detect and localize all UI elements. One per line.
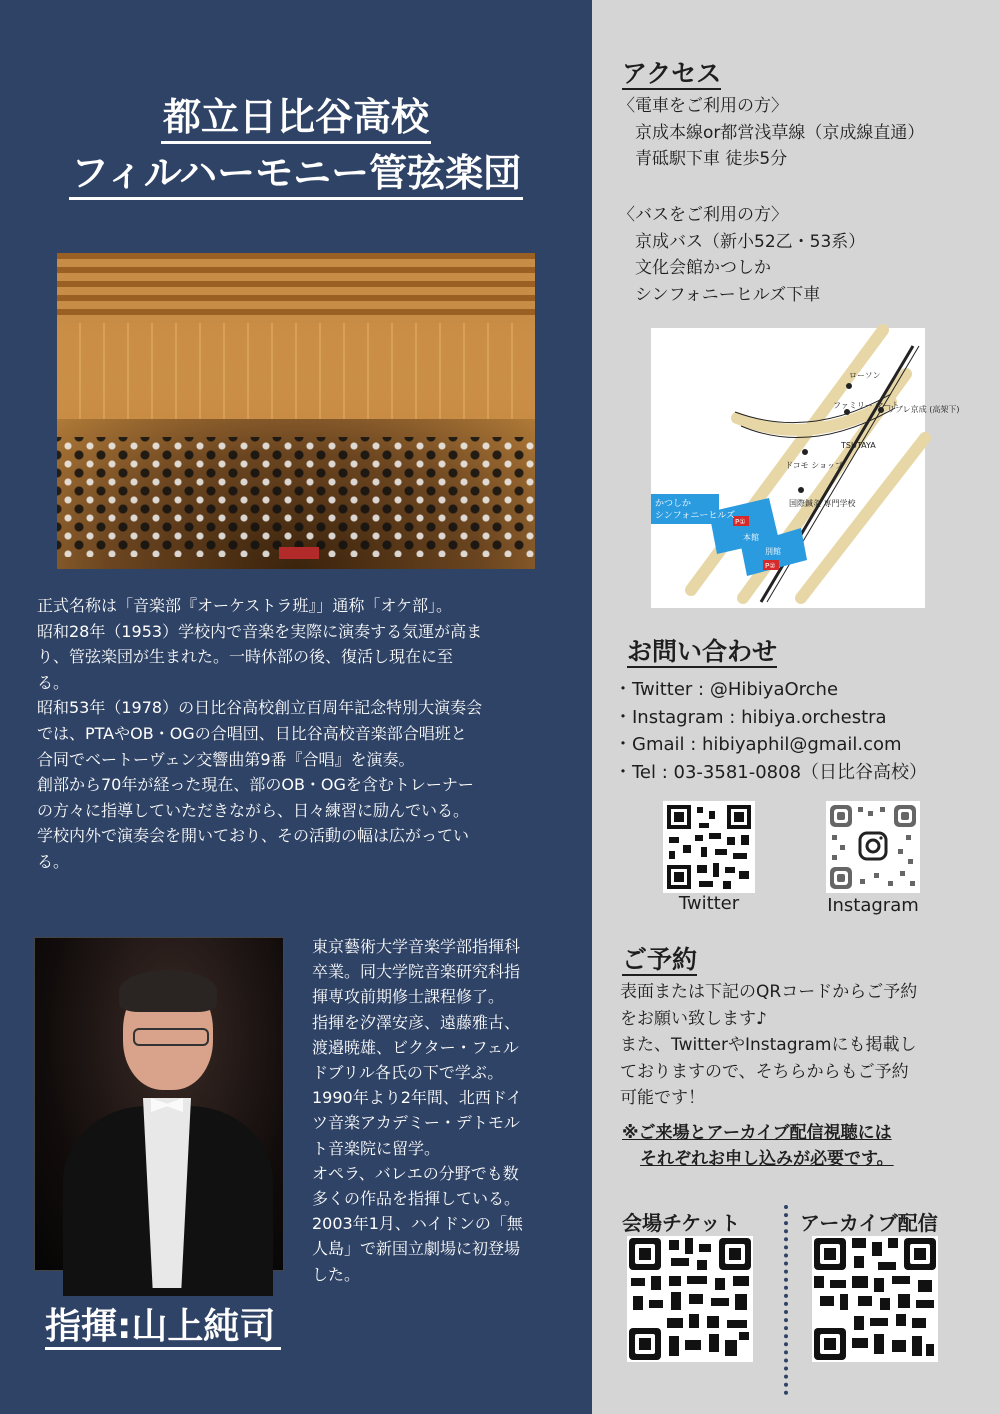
ticket-label: 会場チケット bbox=[622, 1211, 741, 1235]
bus-directions: 〈バスをご利用の方〉 京成バス（新小52乙・53系） 文化会館かつしか シンフォニーヒルズ下車 bbox=[618, 205, 866, 305]
map-label-familymart: ファミリー マート bbox=[833, 401, 900, 410]
reservation-text: 表面または下記のQRコードからご予約 をお願い致します♪ また、TwitterやInstagramにも掲載し ておりますので、そちらからもご予約 可能です！ bbox=[620, 982, 918, 1108]
contact-gmail[interactable]: ・ Gmail : hibiyaphil@gmail.com bbox=[614, 731, 927, 759]
contact-twitter[interactable]: ・ Twitter : @HibiyaOrche bbox=[614, 676, 927, 704]
twitter-qr-label: Twitter bbox=[678, 893, 740, 914]
conductor-name: 指揮:山上純司 bbox=[45, 1298, 281, 1349]
club-description: 正式名称は「音楽部『オーケストラ班』」通称「オケ部」。 昭和28年（1953）学校内で音楽を実際に演奏する気運が高ま り、管弦楽団が生まれた。一時休部の後、復活し現在に至 る。 昭和53年（1978）の日比谷高校創立百周年記念特別大演奏会 では、PTAやOB・OGの合唱団、日比谷高校音楽部合唱班と 合同でベートーヴェン交響曲第9番『合唱』を演奏。 創部から70年が経った現在、部のOB・OGを含むトレーナー の方々に指導していただきながら、日々練習に励んでいる。 学校内外で演奏会を開いており、その活動の幅は広がってい る。 bbox=[37, 596, 483, 871]
map-label-tsutaya: TSUTAYA bbox=[841, 441, 876, 450]
contact-heading: お問い合わせ bbox=[627, 637, 778, 666]
instagram-qr-icon[interactable] bbox=[826, 801, 920, 893]
map-label-p1: P① bbox=[735, 518, 746, 526]
title-line-1: 都立日比谷高校 bbox=[0, 86, 592, 141]
access-heading: アクセス bbox=[622, 59, 722, 88]
map-label-p2: P② bbox=[765, 562, 776, 570]
archive-label: アーカイブ配信 bbox=[800, 1211, 938, 1235]
divider bbox=[784, 1205, 788, 1395]
map-label-ribre: リブレ京成 (高架下) bbox=[887, 405, 960, 414]
contact-tel[interactable]: ・ Tel : 03-3581-0808（日比谷高校） bbox=[614, 759, 927, 787]
reservation-heading: ご予約 bbox=[622, 945, 698, 974]
twitter-qr-icon[interactable] bbox=[663, 801, 755, 893]
conductor-bio: 東京藝術大学音楽学部指揮科 卒業。同大学院音楽研究科指 揮専攻前期修士課程修了。 指揮を汐澤安彦、遠藤雅古、 渡邉暁雄、ビクター・フェル ドブリル各氏の下で学ぶ。 1990年より2年間、北西ドイ ツ音楽アカデミー・デトモル ト音楽院に留学。 オペラ、バレエの分野でも数 多くの作品を指揮している。 2003年1月、ハイドンの「無 人島」で新国立劇場に初登場 した。 bbox=[312, 937, 523, 1284]
map-label-honkan: 本館 bbox=[743, 533, 759, 542]
map-label-docomo: ドコモ ショップ bbox=[785, 461, 844, 470]
instagram-qr-label: Instagram bbox=[827, 895, 919, 916]
archive-qr-icon[interactable] bbox=[812, 1236, 938, 1362]
train-directions: 〈電車をご利用の方〉 京成本線or都営浅草線（京成線直通） 青砥駅下車 徒歩5分 bbox=[618, 96, 925, 169]
map-label-bekkan: 別館 bbox=[765, 547, 781, 556]
ticket-qr-icon[interactable] bbox=[627, 1236, 753, 1362]
access-map bbox=[651, 328, 960, 608]
title-line-2: フィルハーモニー管弦楽団 bbox=[0, 142, 592, 197]
map-label-school: 国際鍼灸 専門学校 bbox=[789, 499, 856, 508]
conductor-portrait bbox=[34, 937, 284, 1271]
map-label-hall-2: シンフォニーヒルズ bbox=[655, 511, 736, 521]
contact-list bbox=[614, 676, 927, 786]
contact-instagram[interactable]: ・ Instagram : hibiya.orchestra bbox=[614, 704, 927, 732]
map-label-hall-1: かつしか bbox=[655, 499, 692, 509]
orchestra-photo bbox=[57, 253, 535, 569]
reservation-notice: ※ご来場とアーカイブ配信視聴には それぞれお申し込みが必要です。 bbox=[622, 1123, 894, 1169]
map-label-lawson: ローソン bbox=[849, 371, 881, 380]
